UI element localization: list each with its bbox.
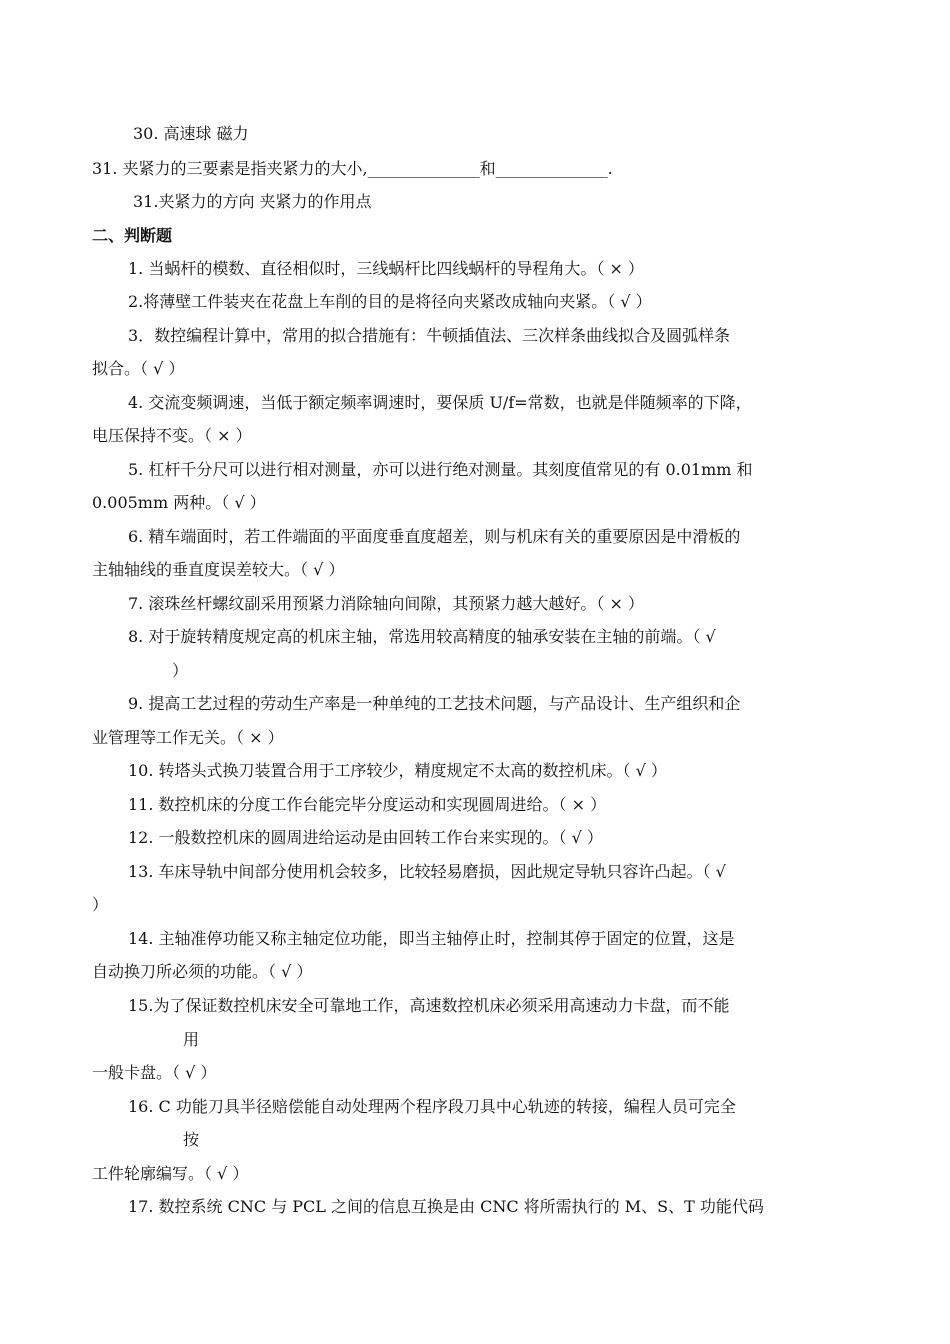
item-3-line1: 3．数控编程计算中，常用的拟合措施有：牛顿插值法、三次样条曲线拟合及圆弧样条 [128,326,731,345]
section-heading: 二、判断题 [92,226,173,245]
item-14-line1: 14. 主轴准停功能又称主轴定位功能，即当主轴停止时，控制其停于固定的位置，这是 [128,929,735,948]
item-11: 11. 数控机床的分度工作台能完毕分度运动和实现圆周进给。（ × ） [128,795,607,814]
item-16-line1: 16. C 功能刀具半径赔偿能自动处理两个程序段刀具中心轨迹的转接，编程人员可完全 [128,1097,736,1116]
item-3-line2: 拟合。（ √ ） [92,359,185,378]
item-8-line2: ） [172,661,189,680]
item-17-line1: 17. 数控系统 CNC 与 PCL 之间的信息互换是由 CNC 将所需执行的 M、S、T 功能代码 [128,1197,764,1216]
item-2: 2.将薄壁工件装夹在花盘上车削的目的是将径向夹紧改成轴向夹紧。（ √ ） [128,292,652,311]
item-15-line2: 用 [183,1030,200,1049]
item-4-line2: 电压保持不变。（ × ） [92,426,252,445]
item-4-line1: 4. 交流变频调速，当低于额定频率调速时，要保质 U/f=常数，也就是伴随频率的下降， [128,393,752,412]
answer-31: 31.夹紧力的方向 夹紧力的作用点 [133,192,372,211]
item-15-line1: 15.为了保证数控机床安全可靠地工作，高速数控机床必须采用高速动力卡盘，而不能 [128,996,730,1015]
item-13-line2: ） [92,895,109,914]
item-9-line2: 业管理等工作无关。（ × ） [92,728,284,747]
item-14-line2: 自动换刀所必须的功能。（ √ ） [92,962,313,981]
item-8-line1: 8. 对于旋转精度规定高的机床主轴，常选用较高精度的轴承安装在主轴的前端。（ √ [128,627,716,646]
item-6-line2: 主轴轴线的垂直度误差较大。（ √ ） [92,560,345,579]
item-12: 12. 一般数控机床的圆周进给运动是由回转工作台来实现的。（ √ ） [128,828,603,847]
question-31: 31. 夹紧力的三要素是指夹紧力的大小,______________和______________. [92,159,613,178]
item-5-line2: 0.005mm 两种。（ √ ） [92,493,266,512]
item-16-line2: 按 [183,1130,200,1149]
item-15-line3: 一般卡盘。（ √ ） [92,1063,217,1082]
item-10: 10. 转塔头式换刀装置合用于工序较少，精度规定不太高的数控机床。（ √ ） [128,761,667,780]
answer-30: 30. 高速球 磁力 [133,124,249,143]
item-1: 1. 当蜗杆的模数、直径相似时，三线蜗杆比四线蜗杆的导程角大。（ × ） [128,259,644,278]
item-9-line1: 9. 提高工艺过程的劳动生产率是一种单纯的工艺技术问题，与产品设计、生产组织和企 [128,694,741,713]
item-7: 7. 滚珠丝杆螺纹副采用预紧力消除轴向间隙，其预紧力越大越好。（ × ） [128,594,644,613]
item-13-line1: 13. 车床导轨中间部分使用机会较多，比较轻易磨损，因此规定导轨只容许凸起。（ √ [128,862,726,881]
item-5-line1: 5. 杠杆千分尺可以进行相对测量，亦可以进行绝对测量。其刻度值常见的有 0.01mm 和 [128,460,753,479]
item-6-line1: 6. 精车端面时，若工件端面的平面度垂直度超差，则与机床有关的重要原因是中滑板的 [128,527,741,546]
item-16-line3: 工件轮廓编写。（ √ ） [92,1164,249,1183]
